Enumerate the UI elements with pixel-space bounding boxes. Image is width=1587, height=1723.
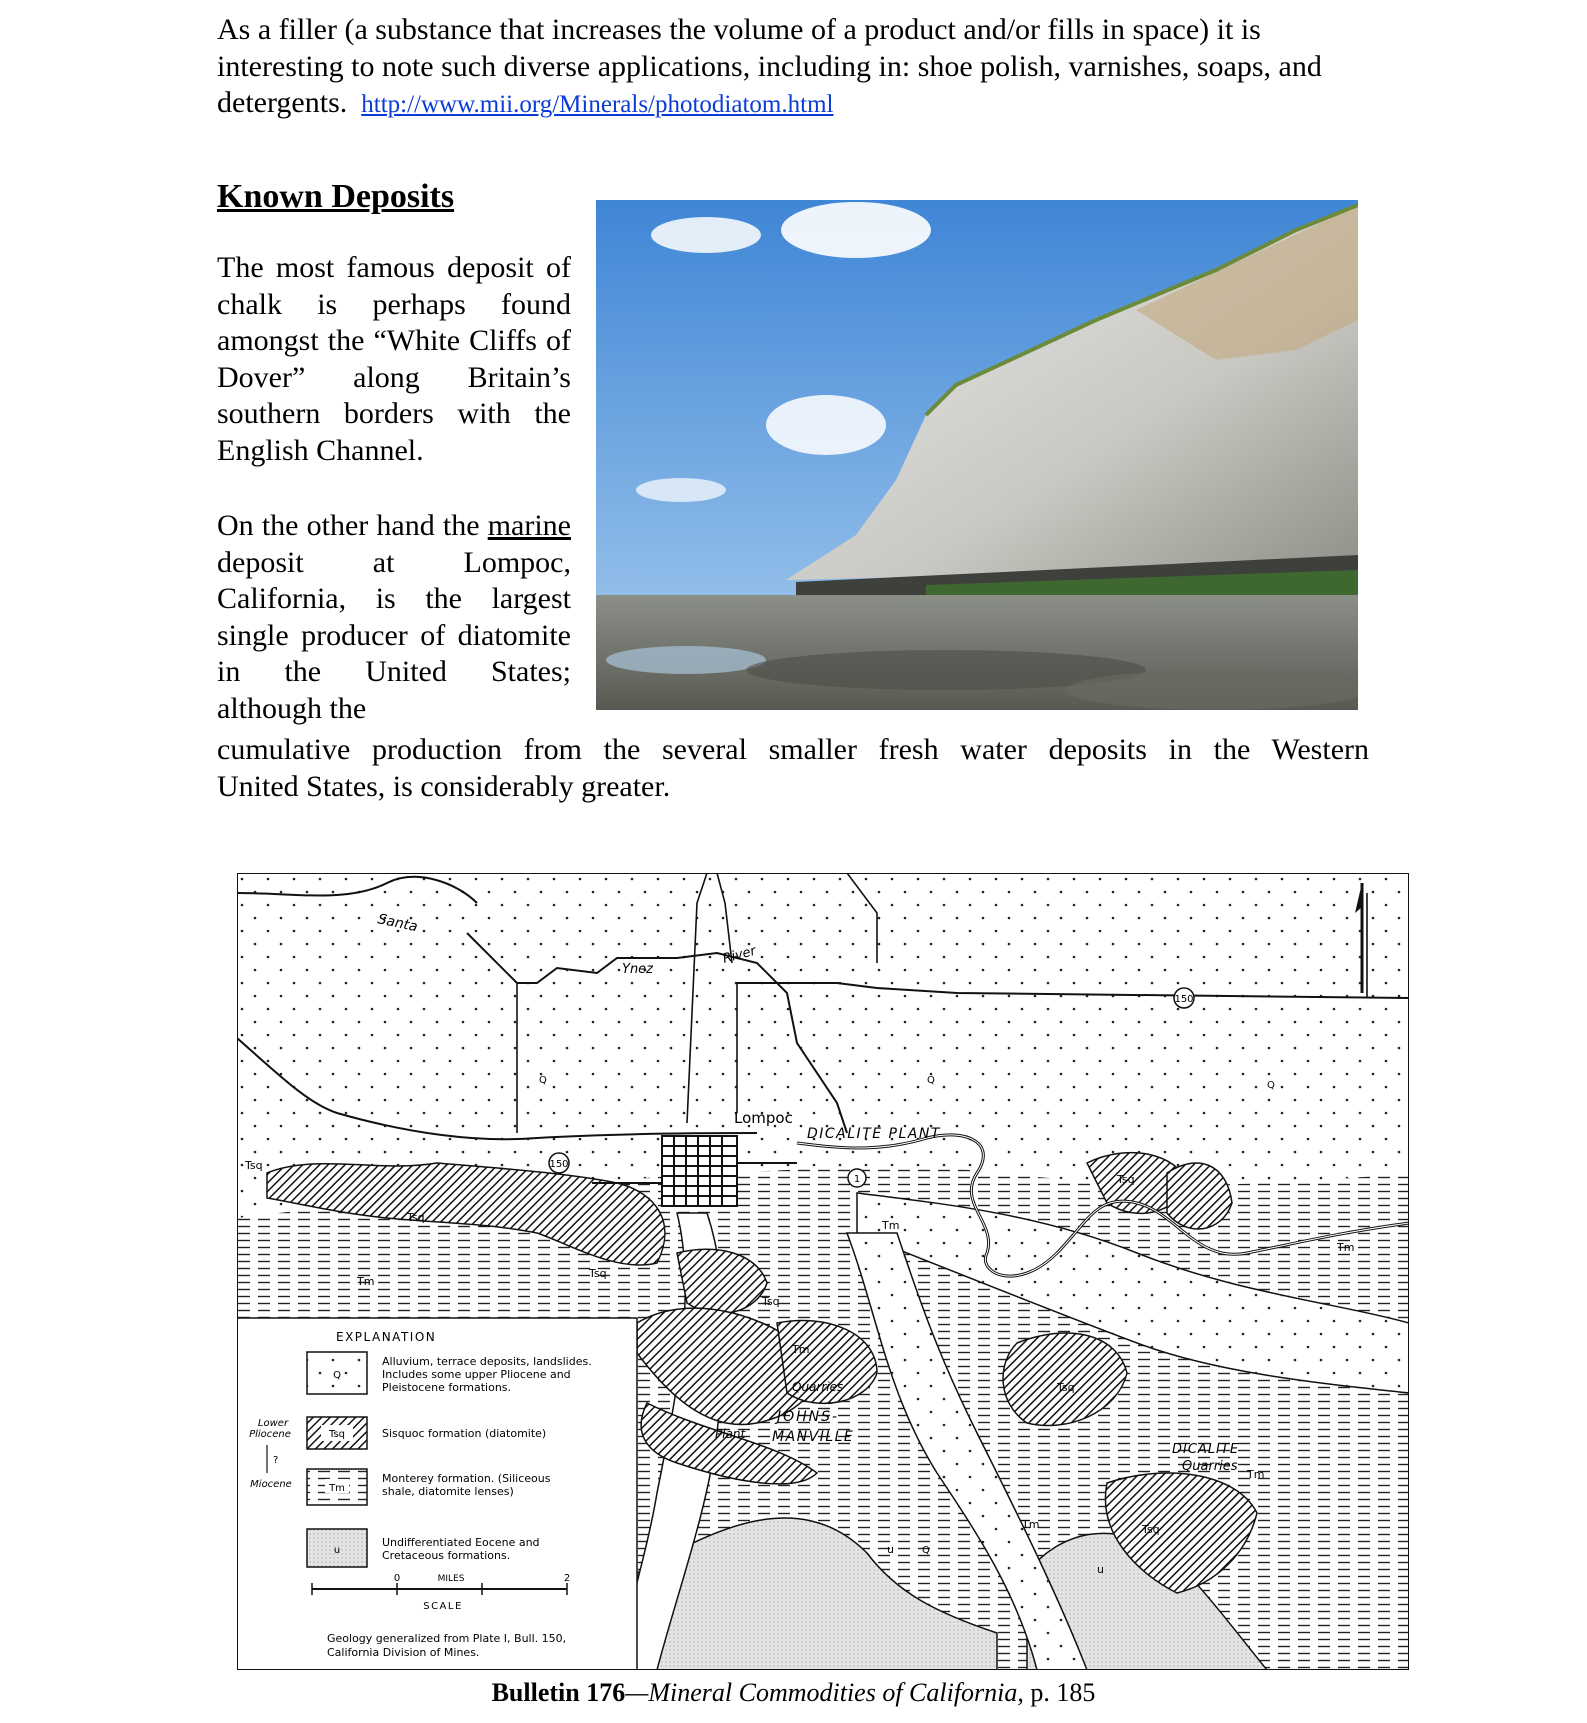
legend-tm-line2: shale, diatomite lenses) [382,1485,514,1498]
legend-source-line1: Geology generalized from Plate I, Bull. 150, [327,1632,567,1645]
legend-source-line2: California Division of Mines. [327,1646,480,1659]
map-label-johns: JOHNS- [777,1409,840,1425]
map-label-tsq-3: Tsq [589,1267,607,1280]
legend-symbol-tsq: Tsq [328,1429,346,1440]
scale-two: 2 [563,1573,571,1584]
legend-tsq-text: Sisquoc formation (diatomite) [382,1427,547,1440]
map-label-tsq-4: Tsq [762,1295,780,1308]
map-label-jm-plant: Plant [715,1427,746,1441]
map-label-tm-3: Tm [1337,1241,1355,1254]
map-label-dicalite: DICALITE [1172,1442,1240,1457]
map-label-tm-2: Tm [882,1219,900,1232]
map-label-tm-1: Tm [357,1275,375,1288]
map-label-q-3: Q [1267,1080,1275,1091]
map-label-tm-5: Tm [1247,1468,1265,1481]
map-label-tsq-2: Tsq [407,1211,425,1224]
map-label-ynez: Ynez [622,962,654,977]
map-legend [237,1318,637,1670]
legend-age-lower: Lower [257,1418,289,1429]
map-label-dicalite-plant: DICALITE PLANT [807,1126,941,1142]
map-label-q-1: Q [539,1075,547,1086]
map-label-tsq-5: Tsq [1057,1381,1075,1394]
map-label-tm-4: Tm [792,1343,810,1356]
mii-link[interactable]: http://www.mii.org/Minerals/photodiatom.html [361,91,834,118]
legend-title: EXPLANATION [336,1330,437,1344]
scale-zero: 0 [393,1573,401,1584]
map-label-u-1: u [887,1543,894,1556]
legend-symbol-tm: Tm [329,1483,345,1494]
legend-u-line1: Undifferentiated Eocene and [382,1536,540,1549]
map-label-tsq-7: Tsq [1142,1523,1160,1536]
map-label-tsq-6: Tsq [1117,1173,1135,1186]
legend-age-pliocene: Pliocene [249,1429,291,1440]
lompoc-paragraph: On the other hand the marine deposit at Lompoc, California, is the largest single producer of diatomite in the United States; although the [217,509,571,725]
legend-q-line2: Includes some upper Pliocene and [382,1368,571,1381]
route-150-marker-east: 150 [1174,994,1194,1005]
legend-q-line3: Pleistocene formations. [382,1381,512,1394]
map-label-lompoc: Lompoc [734,1109,793,1127]
marine-underline: marine [487,509,571,542]
lompoc-paragraph-continued: cumulative production from the several smaller fresh water deposits in the Western United States, is considerably greater. [217,733,1369,803]
legend-symbol-u: u [333,1545,341,1556]
route-1-marker: 1 [853,1174,861,1185]
route-150-marker-west: 150 [549,1159,569,1170]
map-label-jm-quarries: Quarries [792,1380,844,1394]
intro-paragraph [217,12,1387,124]
map-label-tm-6: Tm [1022,1518,1040,1531]
section-heading: Known Deposits [217,178,455,215]
lompoc-geology-map [237,873,1409,1670]
scale-miles: MILES [437,1574,465,1584]
map-label-q-2: Q [927,1075,935,1086]
legend-age-miocene: Miocene [250,1479,292,1490]
map-label-dicalite-quarries: Quarries [1182,1459,1238,1474]
map-label-u-2: u [1097,1563,1104,1576]
legend-tm-line1: Monterey formation. (Siliceous [382,1472,551,1485]
legend-age-question: ? [273,1455,279,1466]
map-label-river: River [721,943,758,967]
map-label-tsq-1: Tsq [245,1159,263,1172]
map-label-q-4: Q [922,1545,930,1556]
scale-label: SCALE [423,1601,463,1612]
map-caption: Bulletin 176—Mineral Commodities of California, p. 185 [491,1678,1096,1707]
map-label-manville: MANVILLE [772,1429,855,1445]
dover-paragraph: The most famous deposit of chalk is perhaps found amongst the “White Cliffs of Dover” along Britain’s southern borders with the English Channel. [217,251,571,467]
map-label-santa: Santa [376,911,420,936]
intro-text: As a filler (a substance that increases the volume of a product and/or fills in space) it is interesting to note such diverse applications, including in: shoe polish, varnishes, soaps, and detergents. [217,13,1322,119]
legend-u-line2: Cretaceous formations. [382,1549,511,1562]
white-cliffs-photo [596,200,1358,710]
legend-q-line1: Alluvium, terrace deposits, landslides. [382,1355,592,1368]
legend-symbol-q: Q [333,1370,341,1381]
